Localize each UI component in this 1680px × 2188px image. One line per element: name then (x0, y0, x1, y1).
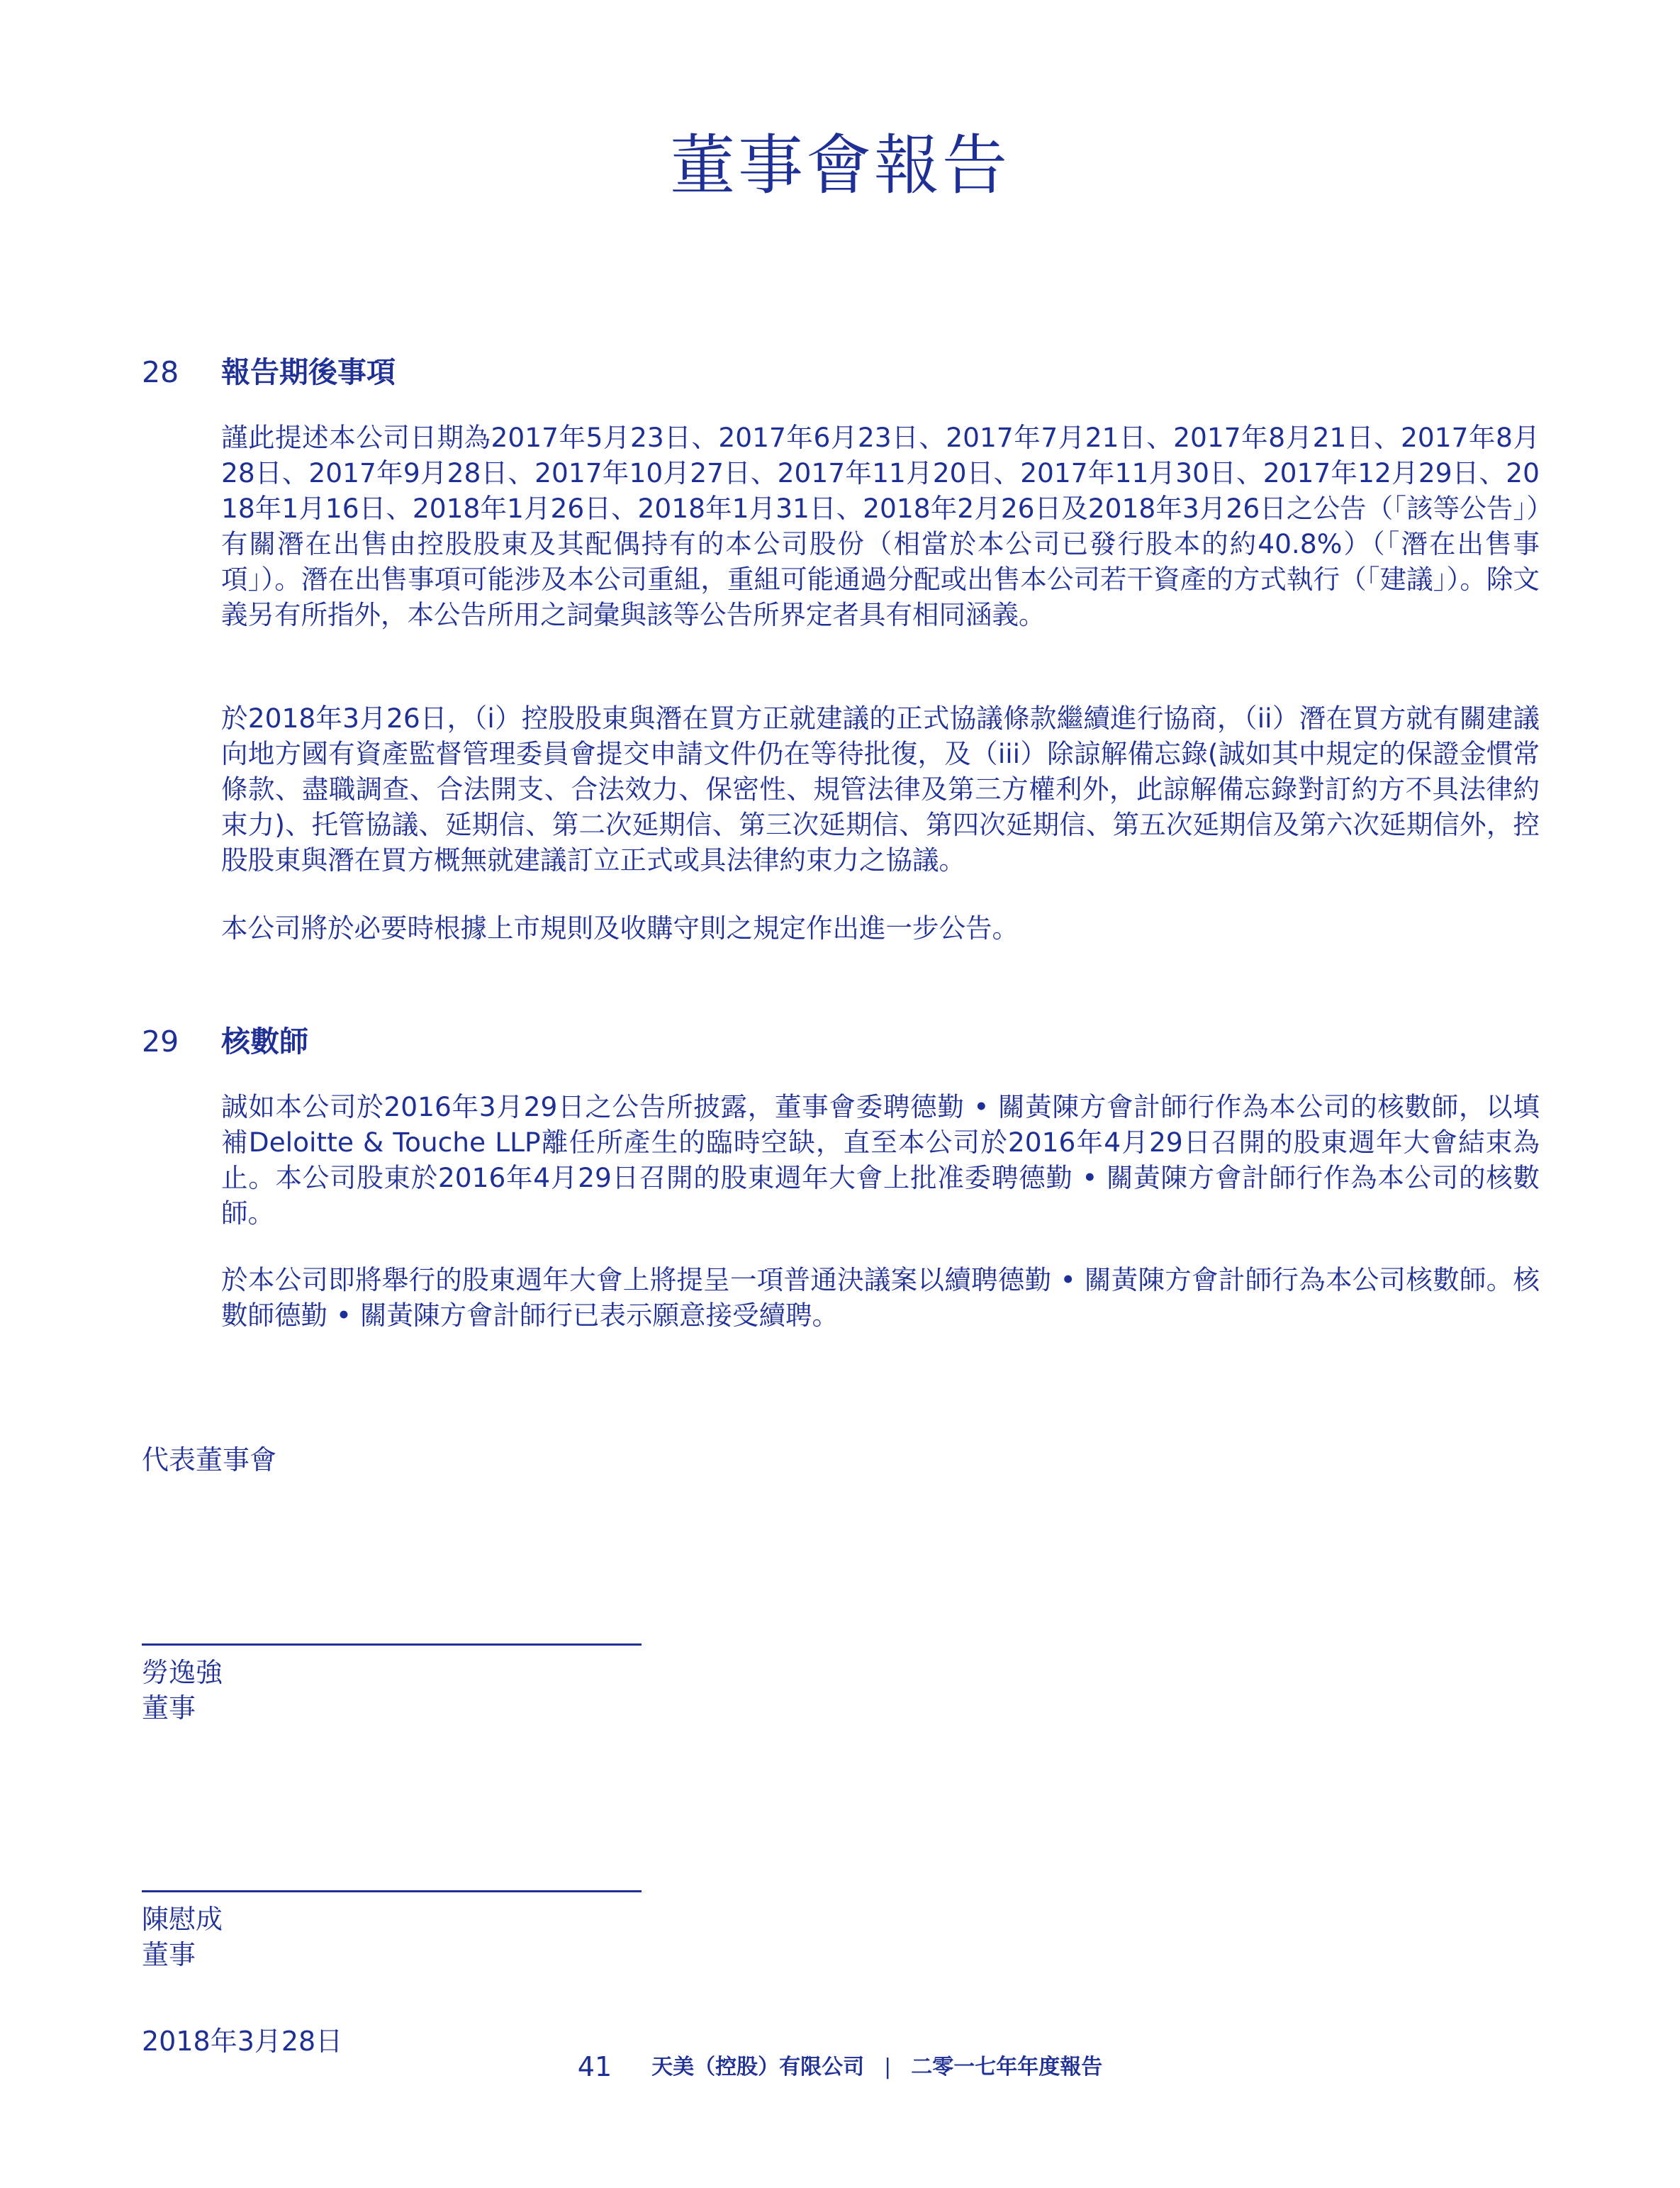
section-number: 28 (142, 355, 179, 389)
signatory-name: 陳慰成 (142, 1904, 223, 1935)
signoff-date: 2018年3月28日 (142, 2026, 343, 2057)
footer-report-title: 二零一七年年度報告 (911, 2055, 1103, 2080)
signatory-title: 董事 (142, 1692, 196, 1724)
signatory-title: 董事 (142, 1939, 196, 1970)
section-heading-29 (142, 1018, 308, 1060)
paragraph: 於本公司即將舉行的股東週年大會上將提呈一項普通決議案以續聘德勤 • 關黃陳方會計師行為本公司核數師。核數師德勤 • 關黃陳方會計師行已表示願意接受續聘。 (221, 1264, 1540, 1331)
page-title: 董事會報告 (669, 128, 1010, 203)
page-footer (0, 2049, 1680, 2082)
paragraph: 於2018年3月26日，（i）控股股東與潛在買方正就建議的正式協議條款繼續進行協商，（ii）潛在買方就有關建議向地方國有資產監督管理委員會提交申請文件仍在等待批復，及（iii）除諒解備忘錄(誠如其中規定的保證金慣常條款、盡職調查、合法開支、合法效力、保密性、規管法律及第三方權利外，此諒解備忘錄對訂約方不具法律約束力)、托管協議、延期信、第二次延期信、第三次延期信、第四次延期信、第五次延期信及第六次延期信外，控股股東與潛在買方概無就建議訂立正式或具法律約束力之協議。 (221, 703, 1540, 876)
section-number: 29 (142, 1025, 179, 1059)
section-title: 報告期後事項 (221, 355, 396, 389)
on-behalf-of-board: 代表董事會 (142, 1444, 277, 1475)
paragraph: 謹此提述本公司日期為2017年5月23日、2017年6月23日、2017年7月21日、2017年8月21日、2017年8月28日、2017年9月28日、2017年10月27日、2017年11月20日、2017年11月30日、2017年12月29日、2018年1月16日、2018年1月26日、2018年1月31日、2018年2月26日及2018年3月26日之公告（「該等公告」）有關潛在出售由控股股東及其配偶持有的本公司股份（相當於本公司已發行股本的約40.8%）（「潛在出售事項」）。潛在出售事項可能涉及本公司重組，重組可能通過分配或出售本公司若干資產的方式執行（「建議」）。除文義另有所指外，本公告所用之詞彙與該等公告所界定者具有相同涵義。 (221, 422, 1540, 630)
section-title: 核數師 (221, 1025, 308, 1059)
signature-line (142, 1643, 642, 1646)
paragraph: 誠如本公司於2016年3月29日之公告所披露，董事會委聘德勤 • 關黃陳方會計師行作為本公司的核數師，以填補Deloitte & Touche LLP離任所產生的臨時空缺，直至本公司於2016年4月29日召開的股東週年大會結束為止。本公司股東於2016年4月29日召開的股東週年大會上批准委聘德勤 • 關黃陳方會計師行作為本公司的核數師。 (221, 1091, 1540, 1229)
signatory-name: 勞逸強 (142, 1657, 223, 1688)
paragraph: 本公司將於必要時根據上市規則及收購守則之規定作出進一步公告。 (221, 912, 1019, 944)
footer-separator: | (884, 2055, 892, 2080)
section-heading-28 (142, 349, 396, 391)
page-number: 41 (577, 2051, 612, 2082)
footer-company: 天美（控股）有限公司 (651, 2055, 865, 2080)
signature-line (142, 1890, 642, 1892)
